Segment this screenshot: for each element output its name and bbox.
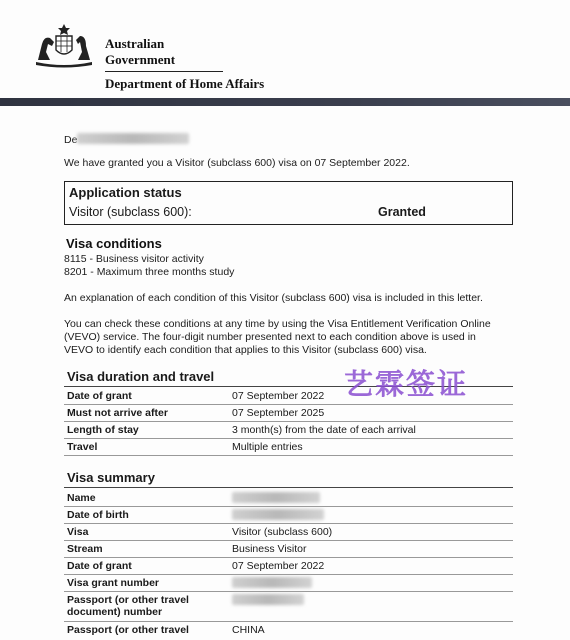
- row-value: Business Visitor: [232, 543, 307, 555]
- row-value: 3 month(s) from the date of each arrival: [232, 424, 416, 436]
- redacted-value: [232, 492, 320, 503]
- table-row: [64, 422, 513, 439]
- visa-conditions-heading: Visa conditions: [66, 236, 162, 251]
- redacted-value: [232, 509, 324, 520]
- government-title: [105, 36, 264, 92]
- coat-of-arms-icon: [32, 22, 96, 68]
- row-value: Multiple entries: [232, 441, 303, 453]
- table-row: [64, 490, 513, 507]
- row-key: Length of stay: [67, 424, 139, 436]
- row-value: Visitor (subclass 600): [232, 526, 333, 538]
- duration-travel-heading: Visa duration and travel: [64, 369, 513, 387]
- grant-intro: We have granted you a Visitor (subclass 600) visa on 07 September 2022.: [64, 157, 410, 169]
- row-value: [232, 492, 320, 506]
- row-value: 07 September 2022: [232, 560, 325, 572]
- status-visa-label: Visitor (subclass 600):: [69, 205, 192, 219]
- table-row: [64, 405, 513, 422]
- row-key: Date of grant: [67, 390, 132, 402]
- row-key: Visa grant number: [67, 577, 159, 589]
- row-key: Name: [67, 492, 96, 504]
- row-value: 07 September 2022: [232, 390, 325, 402]
- row-value: CHINA: [232, 624, 265, 636]
- table-row: [64, 558, 513, 575]
- row-key: Travel: [67, 441, 98, 453]
- application-status-box: [64, 181, 513, 225]
- row-value: [232, 577, 312, 591]
- row-key: Visa: [67, 526, 89, 538]
- row-key: Stream: [67, 543, 103, 555]
- table-row: [64, 575, 513, 592]
- row-value: [232, 594, 304, 608]
- australian-government-label: Australian Government: [105, 36, 223, 72]
- row-key: Date of grant: [67, 560, 132, 572]
- redacted-value: [232, 594, 304, 605]
- conditions-explanation: An explanation of each condition of this Visitor (subclass 600) visa is included in this letter.: [64, 292, 483, 304]
- vevo-paragraph-line: You can check these conditions at any time by using the Visa Entitlement Verification Online: [64, 318, 491, 330]
- row-key: Passport (or other travel: [67, 624, 189, 636]
- row-key: Must not arrive after: [67, 407, 168, 419]
- redacted-value: [232, 577, 312, 588]
- table-row: [64, 439, 513, 456]
- table-row: [64, 592, 513, 622]
- watermark-text: 艺霖签证: [344, 367, 469, 401]
- table-row: [64, 622, 513, 639]
- redacted-name: [77, 133, 189, 144]
- application-status-title: Application status: [69, 185, 182, 200]
- row-key: Date of birth: [67, 509, 129, 521]
- visa-summary-heading: Visa summary: [64, 470, 513, 488]
- table-row: [64, 507, 513, 524]
- salutation-text: De: [64, 134, 78, 146]
- table-row: [64, 524, 513, 541]
- row-value: [232, 509, 324, 523]
- table-row: [64, 541, 513, 558]
- header-divider-bar: [0, 98, 570, 106]
- salutation: [64, 133, 189, 147]
- row-key: Passport (or other travel document) number: [67, 594, 189, 618]
- vevo-paragraph-line: VEVO to identify each condition that applies to this Visitor (subclass 600) visa.: [64, 344, 427, 356]
- department-label: Department of Home Affairs: [105, 76, 265, 91]
- status-value: Granted: [378, 205, 426, 219]
- condition-item: 8115 - Business visitor activity: [64, 253, 204, 265]
- condition-item: 8201 - Maximum three months study: [64, 266, 235, 278]
- vevo-paragraph-line: (VEVO) service. The four-digit number presented next to each condition above is used in: [64, 331, 476, 343]
- row-value: 07 September 2025: [232, 407, 325, 419]
